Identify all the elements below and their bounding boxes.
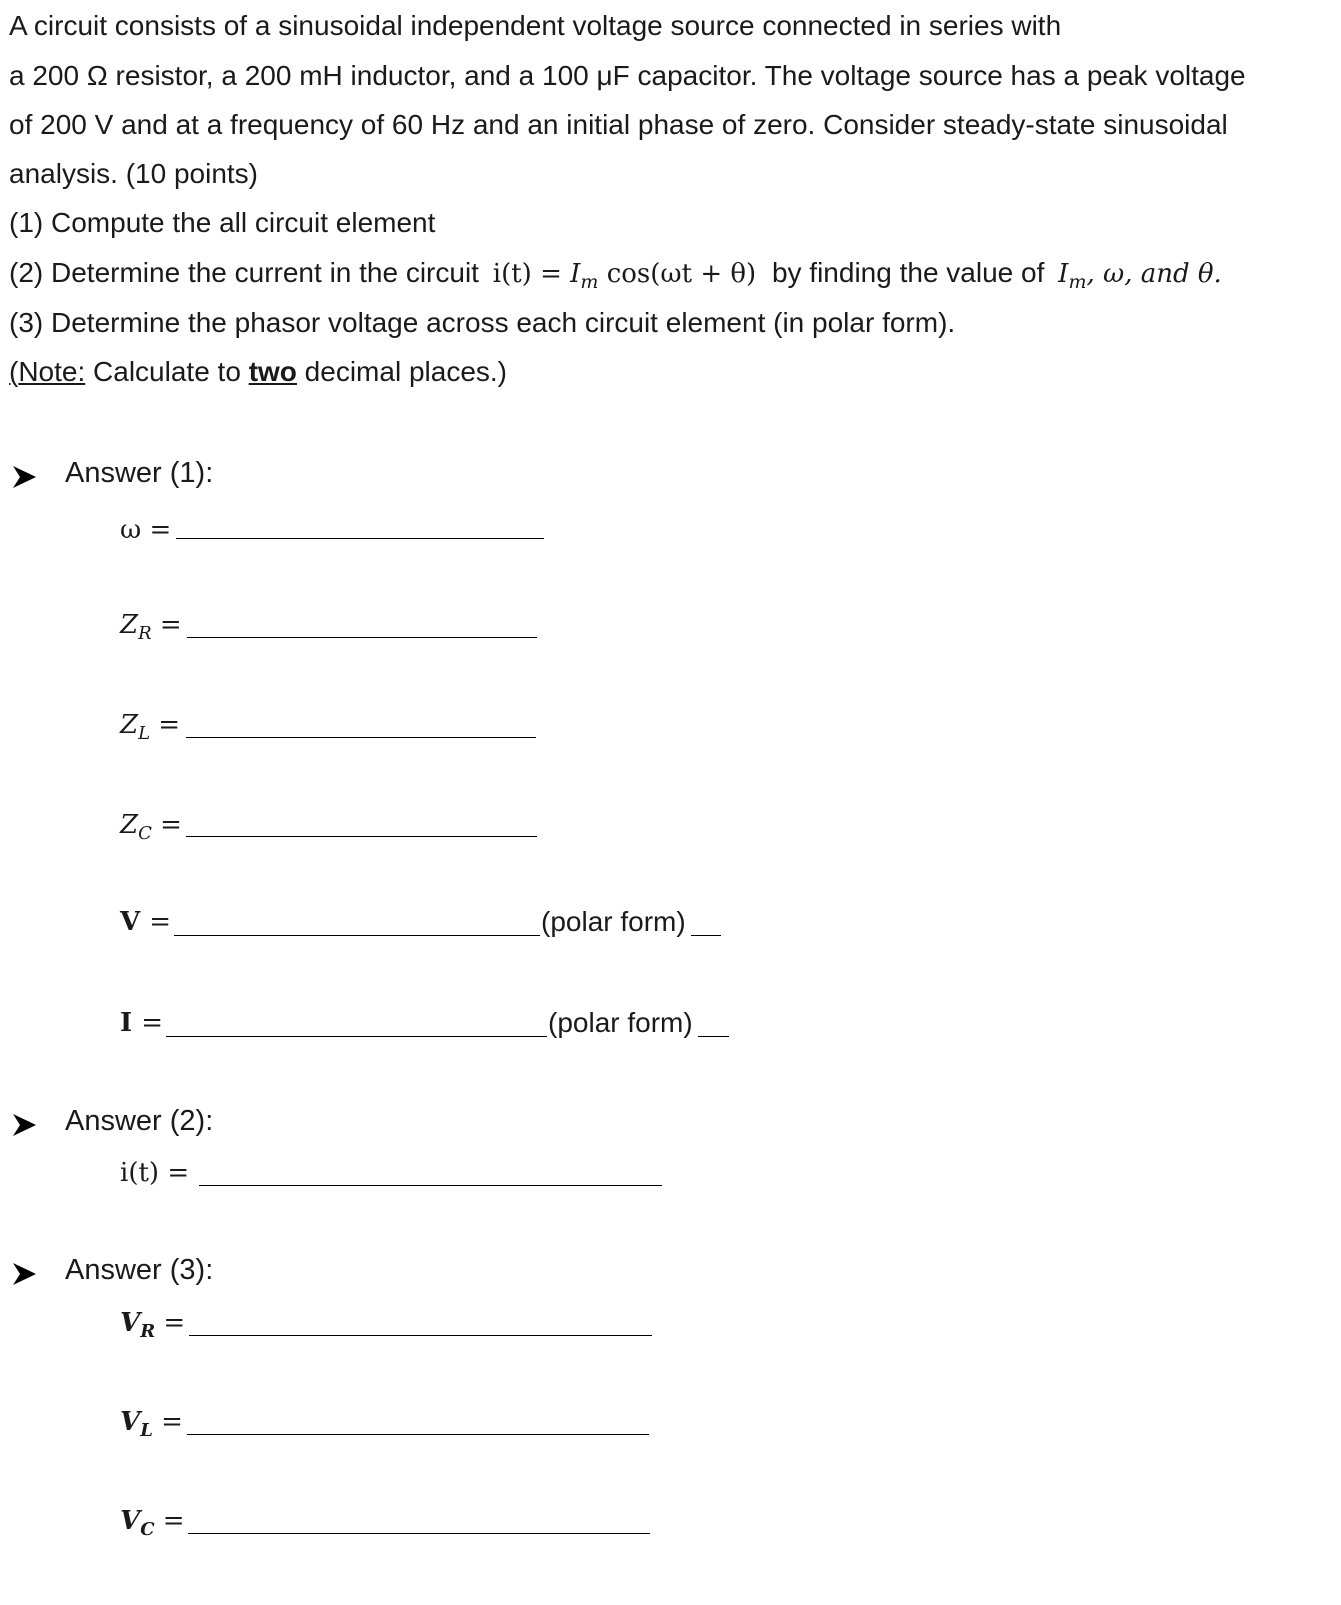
i-answer-line[interactable] <box>166 1036 547 1037</box>
vc-label: $V_C$ = <box>120 1506 185 1540</box>
problem-line-4: analysis. (10 points) <box>9 158 259 189</box>
v-answer-line[interactable] <box>174 935 540 936</box>
i-polar-line[interactable] <box>698 1036 729 1037</box>
zr-answer-line[interactable] <box>187 637 537 638</box>
problem-line-2: a 200 Ω resistor, a 200 mH inductor, and a 100 μF capacitor. The voltage source has a peak voltage <box>9 60 1246 91</box>
vl-label: $V_L$ = <box>120 1407 183 1441</box>
vc-answer-line[interactable] <box>188 1533 650 1534</box>
zc-answer-line[interactable] <box>186 836 537 837</box>
vl-answer-line[interactable] <box>187 1434 649 1435</box>
problem-line-1: A circuit consists of a sinusoidal independent voltage source connected in series with <box>9 10 1062 41</box>
v-polar-line[interactable] <box>691 935 721 936</box>
question-2 <box>9 257 1222 293</box>
omega-label: ω = <box>120 515 172 545</box>
problem-line-3: of 200 V and at a frequency of 60 Hz and an initial phase of zero. Consider steady-state sinusoidal <box>9 109 1228 140</box>
zl-answer-line[interactable] <box>186 737 536 738</box>
current-answer-line[interactable] <box>199 1185 662 1186</box>
v-label: V = <box>120 907 172 937</box>
vr-answer-line[interactable] <box>189 1335 652 1336</box>
question-2-prefix: (2) Determine the current in the circuit <box>9 257 479 288</box>
answer-1-heading: Answer (1): <box>65 457 214 489</box>
current-formula: $i(t) = I_m$ cos(ωt + θ) <box>492 259 757 294</box>
note: (Note: Calculate to two decimal places.) <box>9 356 507 387</box>
v-polar-note: (polar form) <box>541 906 686 937</box>
answer-2-heading: Answer (2): <box>65 1105 214 1137</box>
i-polar-note: (polar form) <box>548 1007 693 1038</box>
vr-label: $V_R$ = <box>120 1308 186 1342</box>
zr-label: $Z_R$ = <box>120 610 182 644</box>
zc-label: $Z_C$ = <box>120 810 182 844</box>
note-label: Note: <box>18 356 86 387</box>
answer-3-heading: Answer (3): <box>65 1254 214 1286</box>
question-3: (3) Determine the phasor voltage across each circuit element (in polar form). <box>9 307 956 338</box>
current-label: i(t) = <box>120 1158 190 1188</box>
i-label: I = <box>120 1008 164 1038</box>
question-2-mid: by finding the value of <box>771 257 1045 288</box>
zl-label: $Z_L$ = <box>120 710 181 744</box>
note-emphasis: two <box>248 356 297 387</box>
question-1: (1) Compute the all circuit element <box>9 207 436 238</box>
variables-list: $I_m$, ω, and θ. <box>1058 259 1222 294</box>
omega-answer-line[interactable] <box>176 538 544 539</box>
